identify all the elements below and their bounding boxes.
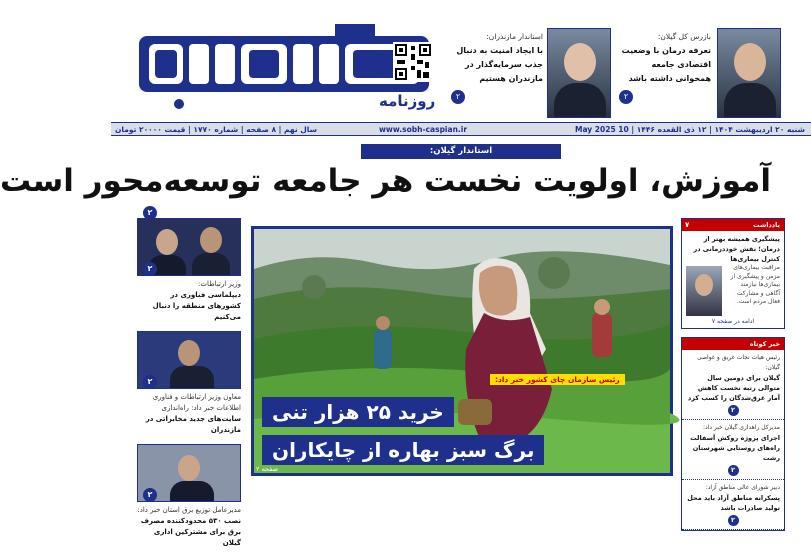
website-url[interactable]: www.sobh-caspian.ir: [379, 125, 468, 134]
inspector-photo: [717, 28, 781, 118]
page-badge: ۲: [451, 90, 465, 104]
author-photo: [686, 266, 722, 316]
page-badge: ۲: [143, 488, 157, 502]
masthead: [111, 0, 811, 122]
note-continue[interactable]: ادامه در صفحه ۷: [711, 318, 755, 325]
page-badge: ۲: [619, 90, 633, 104]
issue-date: شنبه ۲۰ اردیبهشت ۱۴۰۴ | ۱۲ ذی القعده ۱۴۴۶ | 10 May 2025: [575, 125, 805, 134]
page-badge: ۲: [143, 262, 157, 276]
issue-info: سال نهم | ۸ صفحه | شماره ۱۷۷۰ | قیمت ۲۰۰۰۰ تومان: [115, 125, 317, 134]
note-tag: یادداشت ۷: [682, 219, 784, 231]
brief-news-box: [681, 337, 785, 531]
hero-page-ref: صفحه ۲: [256, 465, 279, 473]
qr-code-icon[interactable]: [393, 42, 433, 82]
header-news-governor[interactable]: استاندار مازندران: با ایجاد امنیت به دنبال جذب سرمایه‌گذار در مازندران هستیم ۲: [451, 30, 543, 104]
page-badge: ۷: [685, 221, 690, 229]
left-news-item[interactable]: ۲ وزیر ارتباطات: دیپلماسی فناوری در کشورهای منطقه را دنبال می‌کنیم: [137, 218, 241, 323]
hero-story[interactable]: [251, 226, 673, 476]
note-body: مراقبت بیماری‌های مزمن و پیشگیری از بیماری‌ها نیازمند آگاهی و مشارکت فعال مردم است.: [730, 264, 780, 305]
left-news-item[interactable]: ۲ مدیرعامل توزیع برق استان خبر داد: نصب ۵۳۰ محدودکننده مصرف برق برای مشترکین اداری گیلان: [137, 444, 241, 549]
note-title: پیشگیری همیشه بهتر از درمان؛ نقش خوددرمانی در کنترل بیماری‌ها: [693, 235, 780, 263]
dateline-bar: [111, 122, 811, 136]
page-badge: ۲: [728, 405, 739, 416]
right-column: [681, 218, 785, 539]
brief-item[interactable]: رئیس هیات نجات غریق و غواصی گیلان: گیلان برای دومین سال متوالی رتبه نخست کاهش آمار غرق‌شدگان را کسب کرد ۲: [682, 350, 784, 420]
hero-caption: رئیس سازمان چای کشور خبر داد:: [490, 374, 625, 385]
hero-title-line-2: برگ سبز بهاره از چایکاران: [262, 435, 544, 465]
newspaper-type-label: روزنامه: [379, 92, 436, 110]
governor-photo: [547, 28, 611, 118]
hero-title-line-1: خرید ۲۵ هزار تنی: [262, 397, 454, 427]
header-news-inspector[interactable]: بازرس کل گیلان: تعرفه درمان با وضعیت اقتصادی جامعه همخوانی داشته باشد ۲: [619, 30, 711, 104]
page-badge: ۲: [728, 515, 739, 526]
brief-tag: خبر کوتاه: [682, 338, 784, 350]
brief-item[interactable]: دبیر شورای عالی مناطق آزاد: پسکرانه مناطق آزاد باید محل تولید صادرات باشد ۲: [682, 480, 784, 530]
left-news-column: [137, 218, 241, 557]
note-box[interactable]: [681, 218, 785, 329]
lead-page-badge: ۲: [143, 206, 157, 220]
left-news-item[interactable]: ۲ معاون وزیر ارتباطات و فناوری اطلاعات خبر داد: راه‌اندازی سایت‌های جدید مخابراتی در مازندران: [137, 331, 241, 436]
page-badge: ۲: [728, 465, 739, 476]
page-badge: ۲: [143, 375, 157, 389]
lead-kicker: استاندار گیلان:: [361, 144, 561, 159]
lead-headline[interactable]: آموزش، اولویت نخست هر جامعه توسعه‌محور است: [0, 163, 771, 199]
brief-item[interactable]: مدیرکل راهداری گیلان خبر داد: اجرای پروژه روکش آسفالت راه‌های روستایی شهرستان رشت ۲: [682, 420, 784, 480]
